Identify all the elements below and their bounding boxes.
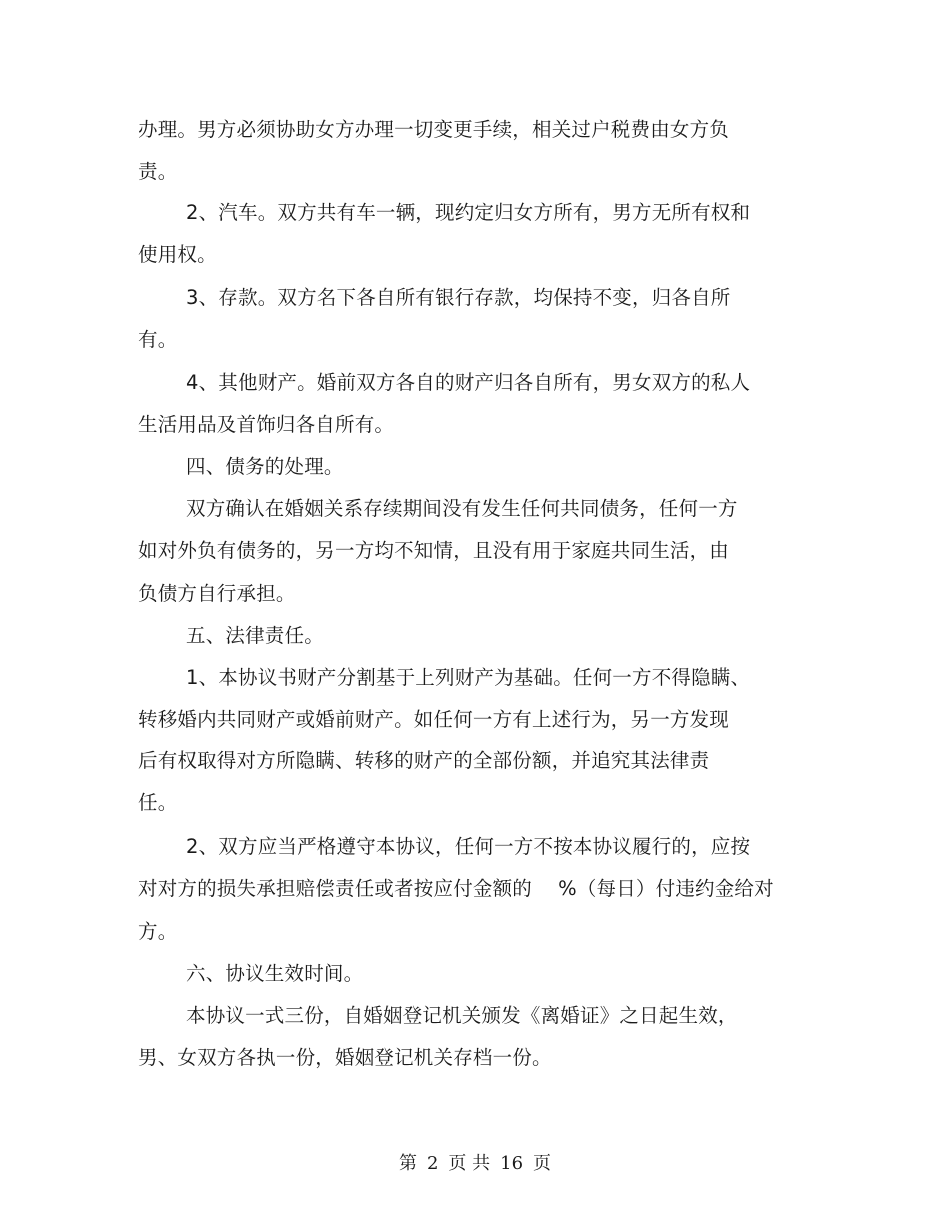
section-heading: 四、债务的处理。	[186, 455, 344, 478]
text-line: 转移婚内共同财产或婚前财产。如任何一方有上述行为，另一方发现	[138, 708, 730, 731]
text-line: 生活用品及首饰归各自所有。	[138, 413, 395, 436]
text-line: 方。	[138, 920, 178, 943]
text-line: 后有权取得对方所隐瞒、转移的财产的全部份额，并追究其法律责	[138, 749, 710, 772]
section-heading: 五、法律责任。	[186, 624, 324, 647]
text-line: 4、其他财产。婚前双方各自的财产归各自所有，男女双方的私人	[186, 371, 751, 394]
footer-prefix: 第	[398, 1153, 417, 1174]
footer-current-page: 2	[426, 1153, 439, 1174]
footer-suffix: 页	[533, 1153, 552, 1174]
text-line: 对对方的损失承担赔偿责任或者按应付金额的 %（每日）付违约金给对	[138, 877, 774, 900]
page-footer	[0, 1152, 950, 1176]
text-line: 任。	[138, 791, 178, 814]
text-line: 1、本协议书财产分割基于上列财产为基础。任何一方不得隐瞒、	[186, 666, 751, 689]
text-line: 责。	[138, 160, 178, 183]
footer-middle: 页 共	[448, 1153, 491, 1174]
text-line: 使用权。	[138, 243, 217, 266]
text-line: 负债方自行承担。	[138, 582, 296, 605]
text-line: 有。	[138, 328, 178, 351]
section-heading: 六、协议生效时间。	[186, 962, 364, 985]
text-line: 2、汽车。双方共有车一辆，现约定归女方所有，男方无所有权和	[186, 201, 751, 224]
text-line: 本协议一式三份，自婚姻登记机关颁发《离婚证》之日起生效，	[186, 1004, 738, 1027]
footer-total-pages: 16	[500, 1153, 524, 1174]
text-line: 3、存款。双方名下各自所有银行存款，均保持不变，归各自所	[186, 286, 731, 309]
text-line: 双方确认在婚姻关系存续期间没有发生任何共同债务，任何一方	[186, 497, 738, 520]
text-line: 2、双方应当严格遵守本协议，任何一方不按本协议履行的，应按	[186, 835, 751, 858]
text-line: 如对外负有债务的，另一方均不知情，且没有用于家庭共同生活，由	[138, 539, 730, 562]
text-line: 男、女双方各执一份，婚姻登记机关存档一份。	[138, 1046, 552, 1069]
text-line: 办理。男方必须协助女方办理一切变更手续，相关过户税费由女方负	[138, 118, 730, 141]
